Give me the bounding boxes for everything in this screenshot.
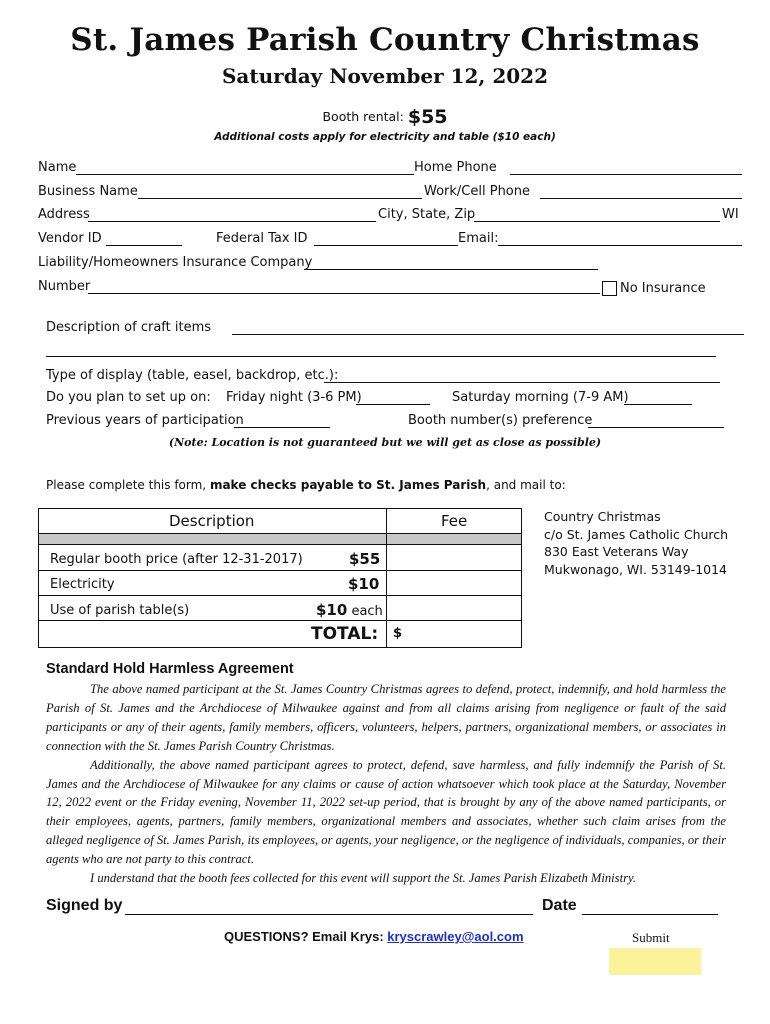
table-header-fee: Fee bbox=[441, 512, 468, 530]
row-electricity-label: Electricity bbox=[50, 577, 115, 592]
total-field[interactable] bbox=[403, 621, 522, 648]
date-label: Date bbox=[542, 897, 577, 914]
mailing-address bbox=[544, 508, 728, 578]
craft-items-label: Description of craft items bbox=[46, 320, 212, 335]
row-table-label: Use of parish table(s) bbox=[50, 603, 190, 618]
fee-table bbox=[38, 508, 522, 648]
additional-costs-note: Additional costs apply for electricity and table ($10 each) bbox=[214, 131, 556, 143]
name-field[interactable] bbox=[76, 174, 414, 175]
questions-contact bbox=[224, 929, 524, 944]
display-type-label: Type of display (table, easel, backdrop, etc.): bbox=[46, 368, 339, 383]
booth-rental-price: $55 bbox=[407, 106, 448, 128]
previous-years-label: Previous years of participation bbox=[46, 413, 244, 428]
address-line: 830 East Veterans Way bbox=[544, 544, 689, 559]
federal-tax-id-label: Federal Tax ID bbox=[216, 231, 308, 246]
signature-field[interactable] bbox=[125, 914, 533, 915]
friday-night-field[interactable] bbox=[356, 404, 430, 405]
total-currency: $ bbox=[393, 626, 403, 641]
work-cell-phone-label: Work/Cell Phone bbox=[424, 184, 530, 199]
insurance-company-label: Liability/Homeowners Insurance Company bbox=[38, 255, 313, 270]
table-header-description: Description bbox=[169, 512, 255, 530]
booth-rental-label: Booth rental: bbox=[322, 109, 404, 124]
city-state-zip-label: City, State, Zip bbox=[378, 207, 476, 222]
address-field[interactable] bbox=[88, 221, 376, 222]
city-state-zip-field[interactable] bbox=[474, 221, 720, 222]
instructions-payable: make checks payable to St. James Parish bbox=[209, 478, 487, 492]
display-type-field[interactable] bbox=[324, 382, 720, 383]
booth-rental bbox=[0, 106, 770, 128]
previous-years-field[interactable] bbox=[234, 427, 330, 428]
table-divider bbox=[39, 533, 521, 534]
mail-instructions bbox=[46, 478, 566, 492]
insurance-number-field[interactable] bbox=[88, 293, 600, 294]
craft-items-field[interactable] bbox=[232, 334, 744, 335]
craft-items-field-line2[interactable] bbox=[46, 356, 716, 357]
questions-label: QUESTIONS? Email Krys: bbox=[224, 929, 388, 944]
vendor-id-field[interactable] bbox=[106, 245, 182, 246]
federal-tax-id-field[interactable] bbox=[314, 245, 458, 246]
booth-preference-field[interactable] bbox=[588, 427, 724, 428]
business-name-field[interactable] bbox=[138, 198, 422, 199]
state-suffix: WI bbox=[722, 207, 739, 222]
date-field[interactable] bbox=[582, 914, 718, 915]
booth-fee-field[interactable] bbox=[387, 545, 522, 570]
name-label: Name bbox=[38, 160, 77, 175]
insurance-company-field[interactable] bbox=[304, 269, 598, 270]
address-line: Country Christmas bbox=[544, 509, 661, 524]
saturday-morning-field[interactable] bbox=[624, 404, 692, 405]
row-booth-label: Regular booth price (after 12-31-2017) bbox=[50, 552, 303, 567]
insurance-number-label: Number bbox=[38, 279, 91, 294]
email-link[interactable]: kryscrawley@aol.com bbox=[387, 929, 524, 944]
setup-question-label: Do you plan to set up on: bbox=[46, 390, 211, 405]
vendor-id-label: Vendor ID bbox=[38, 231, 102, 246]
friday-night-label: Friday night (3-6 PM) bbox=[226, 390, 362, 405]
row-booth-amount: $55 bbox=[349, 550, 381, 568]
email-field[interactable] bbox=[498, 245, 742, 246]
row-table-suffix: each bbox=[347, 604, 383, 619]
no-insurance-checkbox[interactable] bbox=[602, 281, 617, 296]
page-title: St. James Parish Country Christmas bbox=[70, 22, 700, 58]
submit-label: Submit bbox=[632, 930, 670, 945]
address-line: Mukwonago, WI. 53149-1014 bbox=[544, 561, 728, 577]
home-phone-label: Home Phone bbox=[414, 160, 497, 175]
no-insurance-label: No Insurance bbox=[620, 281, 706, 296]
agreement-text bbox=[46, 680, 726, 888]
work-cell-phone-field[interactable] bbox=[540, 198, 742, 199]
agreement-paragraph: The above named participant at the St. James Country Christmas agrees to defend, protect, indemnify, and hold harmless the Parish of St. James and the Archdiocese of Milwaukee against and from all claims arising from negligence or fault of the said participants or any of their agents, family members, officers, volunteers, helpers, partners, organizational members, or associates in connection with the St. James Parish Country Christmas. bbox=[46, 682, 726, 753]
location-note: (Note: Location is not guaranteed but we will get as close as possible) bbox=[168, 436, 602, 449]
instructions-text-before: Please complete this form, bbox=[46, 478, 210, 492]
signed-by-label: Signed by bbox=[46, 897, 123, 914]
total-label: TOTAL: bbox=[311, 624, 379, 644]
instructions-text-after: , and mail to: bbox=[486, 478, 566, 492]
submit-button[interactable] bbox=[609, 948, 701, 975]
address-line: c/o St. James Catholic Church bbox=[544, 526, 729, 542]
email-label: Email: bbox=[458, 231, 499, 246]
electricity-fee-field[interactable] bbox=[387, 571, 522, 595]
row-electricity-amount: $10 bbox=[348, 575, 380, 593]
address-label: Address bbox=[38, 207, 90, 222]
business-name-label: Business Name bbox=[38, 184, 138, 199]
row-table-amount: $10 bbox=[316, 601, 348, 619]
table-fee-field[interactable] bbox=[387, 596, 522, 620]
agreement-paragraph: Additionally, the above named participant agrees to protect, defend, save harmless, and fully indemnify the Parish of St. James and the Archdiocese of Milwaukee for any claims or cause of action whatsoever which took place at the Saturday, November 12, 2022 event or the Friday evening, November 11, 2022 set-up period, that is brought by any of the above named participants, or their employees, agents, partners, family members, organizational members and associates, whether such claim arises from the alleged negligence of St. James Parish, its employees, or agents, your negligence, or the negligence of individuals, companies, or their agents who are not party to this contract. bbox=[46, 757, 726, 867]
agreement-heading: Standard Hold Harmless Agreement bbox=[46, 661, 294, 677]
table-header-band bbox=[39, 533, 521, 544]
agreement-paragraph: I understand that the booth fees collected for this event will support the St. James Parish Elizabeth Ministry. bbox=[90, 871, 637, 886]
booth-preference-label: Booth number(s) preference bbox=[408, 413, 593, 428]
saturday-morning-label: Saturday morning (7-9 AM) bbox=[452, 390, 629, 405]
event-date: Saturday November 12, 2022 bbox=[221, 64, 548, 88]
home-phone-field[interactable] bbox=[510, 174, 742, 175]
